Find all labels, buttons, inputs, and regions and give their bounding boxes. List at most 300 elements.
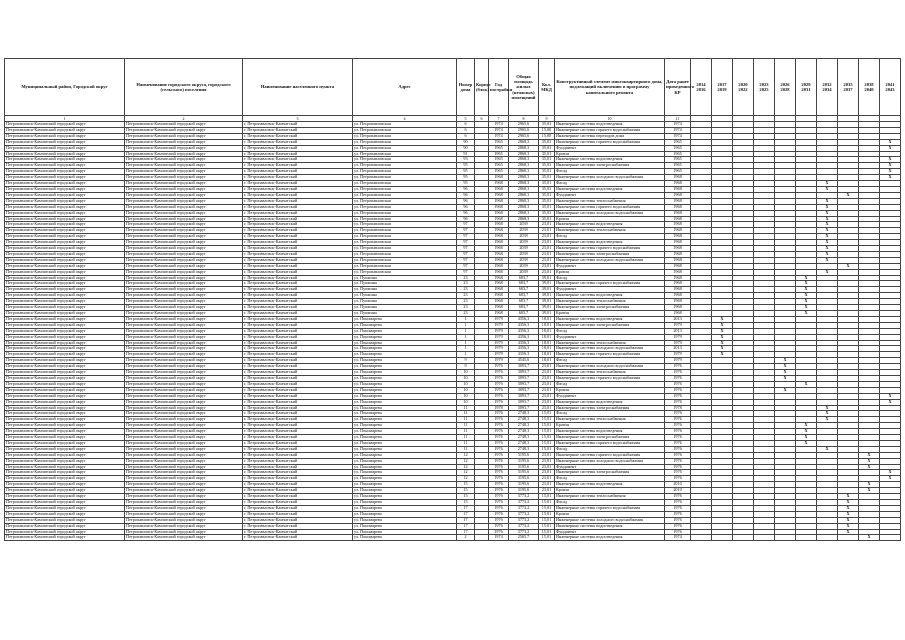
element-cell: Инженерные системы холодного водоснабжения <box>555 210 665 216</box>
locality-cell: г. Петропавловск-Камчатский <box>243 175 353 181</box>
period-mark-cell: X <box>838 511 859 517</box>
element-cell: Инженерные системы водоотведения <box>555 186 665 192</box>
address-cell: ул. Пономарева <box>353 511 457 517</box>
locality-cell: г. Петропавловск-Камчатский <box>243 381 353 387</box>
area-cell: 683,7 <box>509 281 539 287</box>
period-mark-cell: X <box>880 175 901 181</box>
locality-cell: г. Петропавловск-Камчатский <box>243 464 353 470</box>
area-cell: 4545,6 <box>509 358 539 364</box>
column-number: 5 <box>457 116 475 122</box>
area-cell: 2039 <box>509 246 539 252</box>
element-cell: Фундамент <box>555 393 665 399</box>
count-cell: 15,00 <box>539 133 555 139</box>
period-mark-cell: X <box>838 192 859 198</box>
build-year-cell: 1974 <box>489 122 509 128</box>
locality-cell: г. Петропавловск-Камчатский <box>243 305 353 311</box>
locality-cell: г. Петропавловск-Камчатский <box>243 169 353 175</box>
district-cell: Петропавловск-Камчатский городской округ <box>5 251 125 257</box>
prior-repair-cell: 1976 <box>665 464 691 470</box>
district-cell: Петропавловск-Камчатский городской округ <box>5 446 125 452</box>
address-cell: ул. Пономарева <box>353 529 457 535</box>
address-cell: ул. Пономарева <box>353 476 457 482</box>
address-cell: ул. Пономарева <box>353 523 457 529</box>
build-year-cell: 1979 <box>489 358 509 364</box>
district-cell: Петропавловск-Камчатский городской округ <box>5 470 125 476</box>
area-cell: 3093,7 <box>509 370 539 376</box>
build-year-cell: 1968 <box>489 275 509 281</box>
count-cell: 35,01 <box>539 169 555 175</box>
area-cell: 2748,3 <box>509 435 539 441</box>
column-header: 2014 2016 <box>691 59 712 116</box>
address-cell: ул. Пономарева <box>353 370 457 376</box>
element-cell: Инженерные системы электроснабжения <box>555 305 665 311</box>
district-cell: Петропавловск-Камчатский городской округ <box>5 488 125 494</box>
district-cell: Петропавловск-Камчатский городской округ <box>5 364 125 370</box>
district-cell: Петропавловск-Камчатский городской округ <box>5 328 125 334</box>
area-cell: 3093,7 <box>509 364 539 370</box>
house-number-cell: 2 <box>457 535 475 541</box>
locality-cell: г. Петропавловск-Камчатский <box>243 500 353 506</box>
count-cell: 23,01 <box>539 251 555 257</box>
element-cell: Инженерные системы электроснабжения <box>555 322 665 328</box>
period-mark-cell: X <box>817 446 838 452</box>
element-cell: Инженерные системы теплоснабжения <box>555 494 665 500</box>
address-cell: ул. Пушкина <box>353 287 457 293</box>
house-number-cell: 10 <box>457 370 475 376</box>
period-mark-cell: X <box>880 399 901 405</box>
period-mark-cell <box>838 535 859 541</box>
build-year-cell: 1968 <box>489 186 509 192</box>
locality-cell: г. Петропавловск-Камчатский <box>243 511 353 517</box>
settlement-cell: Петропавловск-Камчатский городской округ <box>125 505 243 511</box>
build-year-cell: 1968 <box>489 216 509 222</box>
address-cell: ул. Пушкина <box>353 293 457 299</box>
column-number: 9 <box>539 116 555 122</box>
prior-repair-cell: 1968 <box>665 240 691 246</box>
area-cell: 2965,6 <box>509 133 539 139</box>
district-cell: Петропавловск-Камчатский городской округ <box>5 216 125 222</box>
period-mark-cell: X <box>712 352 733 358</box>
build-year-cell: 1968 <box>489 198 509 204</box>
column-header: Адрес <box>353 59 457 116</box>
district-cell: Петропавловск-Камчатский городской округ <box>5 122 125 128</box>
settlement-cell: Петропавловск-Камчатский городской округ <box>125 269 243 275</box>
address-cell: ул. Петропавловская <box>353 269 457 275</box>
house-number-cell: 9 <box>457 358 475 364</box>
count-cell: 23,01 <box>539 228 555 234</box>
district-cell: Петропавловск-Камчатский городской округ <box>5 240 125 246</box>
house-number-cell: 97 <box>457 246 475 252</box>
build-year-cell: 1965 <box>489 145 509 151</box>
prior-repair-cell: 1978 <box>665 405 691 411</box>
locality-cell: г. Петропавловск-Камчатский <box>243 387 353 393</box>
district-cell: Петропавловск-Камчатский городской округ <box>5 417 125 423</box>
period-mark-cell: X <box>775 364 796 370</box>
element-cell: Инженерные системы горячего водоснабжения <box>555 375 665 381</box>
column-header: 2023 2025 <box>754 59 775 116</box>
address-cell: ул. Пономарева <box>353 399 457 405</box>
house-number-cell: 15 <box>457 494 475 500</box>
period-mark-cell: X <box>838 505 859 511</box>
period-mark-cell: X <box>796 305 817 311</box>
address-cell: ул. Пономарева <box>353 322 457 328</box>
area-cell: 683,7 <box>509 299 539 305</box>
prior-repair-cell: 1965 <box>665 163 691 169</box>
element-cell: Инженерные системы теплоснабжения <box>555 228 665 234</box>
prior-repair-cell: 1968 <box>665 228 691 234</box>
house-number-cell: 90 <box>457 139 475 145</box>
element-cell: Фасад <box>555 169 665 175</box>
count-cell: 35,01 <box>539 122 555 128</box>
settlement-cell: Петропавловск-Камчатский городской округ <box>125 535 243 541</box>
locality-cell: г. Петропавловск-Камчатский <box>243 517 353 523</box>
period-mark-cell <box>796 535 817 541</box>
build-year-cell: 1976 <box>489 482 509 488</box>
count-cell: 35,01 <box>539 198 555 204</box>
count-cell: 15,01 <box>539 446 555 452</box>
address-cell: ул. Петропавловская <box>353 228 457 234</box>
settlement-cell: Петропавловск-Камчатский городской округ <box>125 375 243 381</box>
element-cell: Кровля <box>555 423 665 429</box>
prior-repair-cell: 1979 <box>665 352 691 358</box>
prior-repair-cell: 1979 <box>665 358 691 364</box>
settlement-cell: Петропавловск-Камчатский городской округ <box>125 257 243 263</box>
locality-cell: г. Петропавловск-Камчатский <box>243 370 353 376</box>
district-cell: Петропавловск-Камчатский городской округ <box>5 429 125 435</box>
house-number-cell: 97 <box>457 228 475 234</box>
area-cell: 3195,6 <box>509 470 539 476</box>
district-cell: Петропавловск-Камчатский городской округ <box>5 452 125 458</box>
locality-cell: г. Петропавловск-Камчатский <box>243 482 353 488</box>
column-number: 8 <box>509 116 539 122</box>
period-mark-cell: X <box>817 222 838 228</box>
count-cell: 23,01 <box>539 452 555 458</box>
element-cell: Инженерные системы переходов дома <box>555 133 665 139</box>
period-mark-cell: X <box>859 458 880 464</box>
build-year-cell: 1976 <box>489 488 509 494</box>
settlement-cell: Петропавловск-Камчатский городской округ <box>125 464 243 470</box>
district-cell: Петропавловск-Камчатский городской округ <box>5 529 125 535</box>
address-cell: ул. Пушкина <box>353 311 457 317</box>
house-number-cell: 12 <box>457 470 475 476</box>
house-number-cell: 97 <box>457 240 475 246</box>
header-row <box>5 59 901 116</box>
column-header: 2017 2019 <box>712 59 733 116</box>
prior-repair-cell: 1968 <box>665 311 691 317</box>
period-mark-cell: X <box>775 358 796 364</box>
build-year-cell: 1976 <box>489 399 509 405</box>
locality-cell: г. Петропавловск-Камчатский <box>243 151 353 157</box>
period-mark-cell: X <box>880 476 901 482</box>
prior-repair-cell: 1968 <box>665 281 691 287</box>
element-cell: Фундамент <box>555 192 665 198</box>
prior-repair-cell: 1976 <box>665 440 691 446</box>
area-cell: 2039 <box>509 240 539 246</box>
element-cell: Инженерные системы горячего водоснабжения <box>555 204 665 210</box>
count-cell: 23,01 <box>539 381 555 387</box>
district-cell: Петропавловск-Камчатский городской округ <box>5 257 125 263</box>
prior-repair-cell: 2010 <box>665 482 691 488</box>
house-number-cell: 97 <box>457 234 475 240</box>
area-cell: 2868,3 <box>509 163 539 169</box>
build-year-cell: 1968 <box>489 234 509 240</box>
settlement-cell: Петропавловск-Камчатский городской округ <box>125 417 243 423</box>
prior-repair-cell: 1976 <box>665 417 691 423</box>
district-cell: Петропавловск-Камчатский городской округ <box>5 311 125 317</box>
period-mark-cell: X <box>796 429 817 435</box>
locality-cell: г. Петропавловск-Камчатский <box>243 476 353 482</box>
district-cell: Петропавловск-Камчатский городской округ <box>5 186 125 192</box>
settlement-cell: Петропавловск-Камчатский городской округ <box>125 429 243 435</box>
district-cell: Петропавловск-Камчатский городской округ <box>5 269 125 275</box>
district-cell: Петропавловск-Камчатский городской округ <box>5 198 125 204</box>
period-mark-cell: X <box>838 500 859 506</box>
period-mark-cell: X <box>838 529 859 535</box>
address-cell: ул. Петропавловская <box>353 234 457 240</box>
period-mark-cell: X <box>880 393 901 399</box>
address-cell: ул. Пономарева <box>353 446 457 452</box>
prior-repair-cell: 1965 <box>665 151 691 157</box>
element-cell: Инженерные системы водоотведения <box>555 523 665 529</box>
column-header: Муниципальный район, Городской округ <box>5 59 125 116</box>
count-cell: 23,01 <box>539 234 555 240</box>
period-mark-cell <box>691 535 712 541</box>
prior-repair-cell: 1976 <box>665 511 691 517</box>
count-cell: 15,01 <box>539 505 555 511</box>
build-year-cell: 1979 <box>489 340 509 346</box>
house-number-cell: 97 <box>457 222 475 228</box>
district-cell: Петропавловск-Камчатский городской округ <box>5 370 125 376</box>
settlement-cell: Петропавловск-Камчатский городской округ <box>125 411 243 417</box>
area-cell: 3093,7 <box>509 405 539 411</box>
build-year-cell: 1968 <box>489 175 509 181</box>
element-cell: Инженерные системы водоотведения <box>555 222 665 228</box>
period-mark-cell: X <box>817 181 838 187</box>
address-cell: ул. Пономарева <box>353 358 457 364</box>
element-cell: Фасад <box>555 411 665 417</box>
address-cell: ул. Пономарева <box>353 352 457 358</box>
build-year-cell: 1968 <box>489 281 509 287</box>
count-cell: 35,01 <box>539 216 555 222</box>
build-year-cell: 1968 <box>489 228 509 234</box>
locality-cell: г. Петропавловск-Камчатский <box>243 411 353 417</box>
house-number-cell: 95 <box>457 169 475 175</box>
house-number-cell: 23 <box>457 305 475 311</box>
settlement-cell: Петропавловск-Камчатский городской округ <box>125 216 243 222</box>
period-mark-cell: X <box>859 535 880 541</box>
area-cell: 2039 <box>509 234 539 240</box>
locality-cell: г. Петропавловск-Камчатский <box>243 186 353 192</box>
area-cell: 2965,6 <box>509 122 539 128</box>
address-cell: ул. Петропавловская <box>353 186 457 192</box>
element-cell: Инженерные системы горячего водоснабжения <box>555 139 665 145</box>
house-number-cell: 96 <box>457 210 475 216</box>
period-mark-cell: X <box>817 228 838 234</box>
count-cell: 15,01 <box>539 500 555 506</box>
locality-cell: г. Петропавловск-Камчатский <box>243 228 353 234</box>
count-cell: 39,01 <box>539 293 555 299</box>
house-number-cell: 15 <box>457 488 475 494</box>
count-cell: 23,01 <box>539 399 555 405</box>
address-cell: ул. Пономарева <box>353 393 457 399</box>
house-number-cell: 11 <box>457 429 475 435</box>
area-cell: 2868,3 <box>509 204 539 210</box>
district-cell: Петропавловск-Камчатский городской округ <box>5 346 125 352</box>
period-mark-cell: X <box>796 440 817 446</box>
count-cell: 18,01 <box>539 352 555 358</box>
house-number-cell: 96 <box>457 204 475 210</box>
settlement-cell: Петропавловск-Камчатский городской округ <box>125 246 243 252</box>
prior-repair-cell: 1968 <box>665 251 691 257</box>
house-number-cell: 17 <box>457 517 475 523</box>
period-mark-cell: X <box>817 417 838 423</box>
settlement-cell: Петропавловск-Камчатский городской округ <box>125 228 243 234</box>
element-cell: Инженерные системы электроснабжения <box>555 163 665 169</box>
build-year-cell: 1965 <box>489 151 509 157</box>
count-cell: 23,01 <box>539 246 555 252</box>
prior-repair-cell: 1968 <box>665 175 691 181</box>
address-cell: ул. Петропавловская <box>353 151 457 157</box>
address-cell: ул. Пономарева <box>353 517 457 523</box>
settlement-cell: Петропавловск-Камчатский городской округ <box>125 523 243 529</box>
district-cell: Петропавловск-Камчатский городской округ <box>5 523 125 529</box>
build-year-cell: 1968 <box>489 222 509 228</box>
settlement-cell: Петропавловск-Камчатский городской округ <box>125 151 243 157</box>
prior-repair-cell: 1968 <box>665 210 691 216</box>
district-cell: Петропавловск-Камчатский городской округ <box>5 175 125 181</box>
count-cell: 15,01 <box>539 511 555 517</box>
element-cell: Инженерные системы холодного водоснабжения <box>555 257 665 263</box>
settlement-cell: Петропавловск-Камчатский городской округ <box>125 293 243 299</box>
period-mark-cell: X <box>712 316 733 322</box>
settlement-cell: Петропавловск-Камчатский городской округ <box>125 322 243 328</box>
locality-cell: г. Петропавловск-Камчатский <box>243 470 353 476</box>
column-number: 3 <box>243 116 353 122</box>
address-cell: ул. Пушкина <box>353 281 457 287</box>
address-cell: ул. Пономарева <box>353 535 457 541</box>
address-cell: ул. Петропавловская <box>353 157 457 163</box>
address-cell: ул. Пономарева <box>353 405 457 411</box>
count-cell: 35,01 <box>539 145 555 151</box>
area-cell: 3195,6 <box>509 482 539 488</box>
element-cell: Инженерные системы холодного водоснабжения <box>555 364 665 370</box>
settlement-cell: Петропавловск-Камчатский городской округ <box>125 127 243 133</box>
prior-repair-cell: 2013 <box>665 328 691 334</box>
build-year-cell: 1968 <box>489 287 509 293</box>
prior-repair-cell: 1976 <box>665 375 691 381</box>
element-cell: Инженерные системы электроснабжения <box>555 435 665 441</box>
settlement-cell: Петропавловск-Камчатский городской округ <box>125 299 243 305</box>
count-cell: 35,01 <box>539 151 555 157</box>
house-number-cell: 9 <box>457 364 475 370</box>
locality-cell: г. Петропавловск-Камчатский <box>243 269 353 275</box>
settlement-cell: Петропавловск-Камчатский городской округ <box>125 181 243 187</box>
settlement-cell: Петропавловск-Камчатский городской округ <box>125 470 243 476</box>
area-cell: 2868,3 <box>509 192 539 198</box>
settlement-cell: Петропавловск-Камчатский городской округ <box>125 399 243 405</box>
address-cell: ул. Петропавловская <box>353 175 457 181</box>
house-number-cell: 6 <box>457 127 475 133</box>
count-cell: 23,01 <box>539 488 555 494</box>
element-cell: Кровля <box>555 488 665 494</box>
count-cell: 35,01 <box>539 204 555 210</box>
address-cell: ул. Пономарева <box>353 500 457 506</box>
element-cell: Фундамент <box>555 263 665 269</box>
element-cell: Фасад <box>555 381 665 387</box>
period-mark-cell: X <box>775 370 796 376</box>
settlement-cell: Петропавловск-Камчатский городской округ <box>125 275 243 281</box>
block-cell <box>475 535 489 541</box>
element-cell: Фасад <box>555 328 665 334</box>
prior-repair-cell: 1968 <box>665 181 691 187</box>
district-cell: Петропавловск-Камчатский городской округ <box>5 381 125 387</box>
locality-cell: г. Петропавловск-Камчатский <box>243 311 353 317</box>
prior-repair-cell: 1979 <box>665 322 691 328</box>
address-cell: ул. Петропавловская <box>353 257 457 263</box>
period-mark-cell: X <box>712 334 733 340</box>
address-cell: ул. Петропавловская <box>353 204 457 210</box>
settlement-cell: Петропавловск-Камчатский городской округ <box>125 446 243 452</box>
settlement-cell: Петропавловск-Камчатский городской округ <box>125 458 243 464</box>
prior-repair-cell: 1976 <box>665 381 691 387</box>
prior-repair-cell: 1968 <box>665 293 691 299</box>
area-cell: 2039 <box>509 269 539 275</box>
period-mark-cell: X <box>838 517 859 523</box>
count-cell: 15,01 <box>539 535 555 541</box>
prior-repair-cell: 1976 <box>665 446 691 452</box>
count-cell: 23,01 <box>539 370 555 376</box>
address-cell: ул. Петропавловская <box>353 133 457 139</box>
locality-cell: г. Петропавловск-Камчатский <box>243 316 353 322</box>
address-cell: ул. Пономарева <box>353 417 457 423</box>
period-mark-cell: X <box>859 464 880 470</box>
address-cell: ул. Петропавловская <box>353 222 457 228</box>
build-year-cell: 1974 <box>489 535 509 541</box>
house-number-cell: 10 <box>457 387 475 393</box>
settlement-cell: Петропавловск-Камчатский городской округ <box>125 494 243 500</box>
address-cell: ул. Пушкина <box>353 299 457 305</box>
house-number-cell: 1 <box>457 352 475 358</box>
area-cell: 683,7 <box>509 293 539 299</box>
address-cell: ул. Петропавловская <box>353 145 457 151</box>
build-year-cell: 1976 <box>489 511 509 517</box>
locality-cell: г. Петропавловск-Камчатский <box>243 435 353 441</box>
element-cell: Инженерные системы горячего водоснабжения <box>555 246 665 252</box>
count-cell: 35,01 <box>539 157 555 163</box>
settlement-cell: Петропавловск-Камчатский городской округ <box>125 145 243 151</box>
prior-repair-cell: 1976 <box>665 393 691 399</box>
count-cell: 23,01 <box>539 263 555 269</box>
prior-repair-cell: 1968 <box>665 192 691 198</box>
area-cell: 4356,3 <box>509 334 539 340</box>
locality-cell: г. Петропавловск-Камчатский <box>243 423 353 429</box>
house-number-cell: 96 <box>457 192 475 198</box>
district-cell: Петропавловск-Камчатский городской округ <box>5 440 125 446</box>
area-cell: 2868,3 <box>509 216 539 222</box>
address-cell: ул. Петропавловская <box>353 169 457 175</box>
build-year-cell: 1968 <box>489 240 509 246</box>
period-mark-cell <box>712 535 733 541</box>
area-cell: 2868,3 <box>509 186 539 192</box>
area-cell: 3093,7 <box>509 381 539 387</box>
house-number-cell: 6 <box>457 133 475 139</box>
period-mark-cell: X <box>817 234 838 240</box>
build-year-cell: 1968 <box>489 204 509 210</box>
count-cell: 35,01 <box>539 192 555 198</box>
house-number-cell: 12 <box>457 458 475 464</box>
settlement-cell: Петропавловск-Камчатский городской округ <box>125 157 243 163</box>
build-year-cell: 1978 <box>489 405 509 411</box>
